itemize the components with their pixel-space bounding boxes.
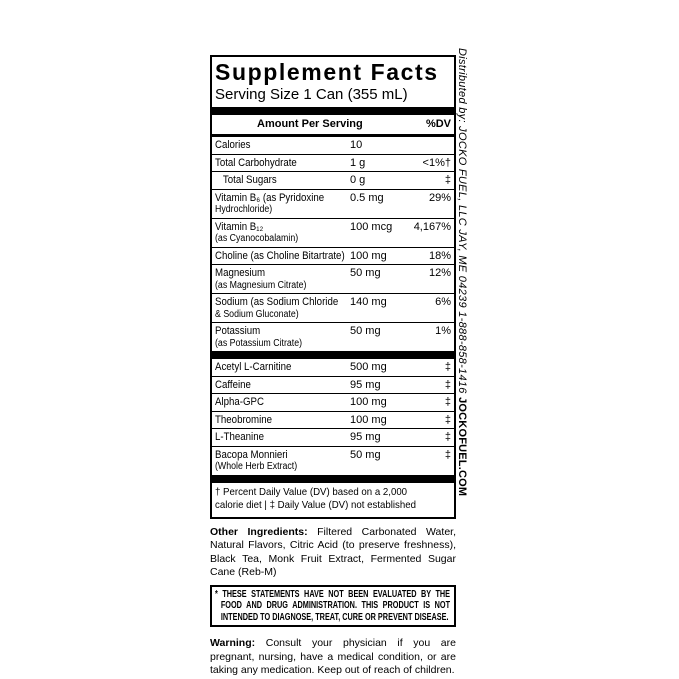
nutrient-amount: 500 mg: [350, 361, 387, 373]
table-row-sodium: [212, 293, 454, 322]
warning: [210, 637, 456, 678]
nutrient-amount: 0.5 mg: [350, 191, 384, 204]
nutrient-name-detail: (as Magnesium Citrate): [215, 279, 307, 291]
serving-size: Serving Size 1 Can (355 mL): [215, 86, 408, 103]
nutrient-dv: 6%: [435, 296, 451, 308]
dv-footnote-line1: † Percent Daily Value (DV) based on a 2,000: [215, 485, 408, 498]
nutrient-name-detail: (as Potassium Citrate): [215, 337, 303, 349]
other-ingredients-text: Filtered Carbonated Water, Natural Flavors, Citric Acid (to preserve freshness), Black Tea, Monk Fruit Extract, Fermented Sugar Cane (Reb-M): [210, 525, 456, 578]
table-row-l-theanine: [212, 428, 454, 446]
nutrient-amount: 100 mg: [350, 413, 387, 426]
nutrient-name: L-Theanine: [215, 431, 264, 443]
table-row-vitamin-b6: [212, 189, 454, 218]
table-row-choline: [212, 247, 454, 265]
dv-column-header: %DV: [425, 118, 451, 130]
table-row-bacopa-monnieri: [212, 446, 454, 475]
panel-title: Supplement Facts: [215, 59, 439, 85]
nutrient-name: Potassium: [215, 325, 261, 337]
table-row-acetyl-l-carnitine: [212, 359, 454, 376]
table-row-theobromine: [212, 411, 454, 429]
nutrient-name: Vitamin B₁₂: [215, 220, 264, 233]
table-row-caffeine: [212, 376, 454, 394]
table-row-total-sugars: [212, 171, 454, 189]
divider-bar: [212, 475, 454, 483]
distributed-by-text: Distributed by: JOCKO FUEL, LLC JAY, ME 04239 1-888-858-1416: [456, 48, 468, 398]
nutrient-amount: 95 mg: [350, 431, 381, 443]
table-row-calories: [212, 137, 454, 154]
nutrient-dv: ‡: [444, 378, 451, 391]
nutrient-amount: 50 mg: [350, 448, 381, 461]
website-text: JOCKOFUEL.COM: [456, 397, 468, 497]
nutrient-dv: ‡: [444, 431, 451, 443]
nutrient-name-detail: (Whole Herb Extract): [215, 461, 298, 472]
nutrient-name-detail: & Sodium Gluconate): [215, 308, 299, 320]
nutrient-name: Bacopa Monnieri: [215, 448, 288, 461]
nutrient-amount: 100 mg: [350, 396, 387, 408]
table-row-potassium: [212, 322, 454, 351]
nutrient-name: Alpha-GPC: [215, 396, 264, 408]
table-row-alpha-gpc: [212, 393, 454, 411]
nutrient-name: Caffeine: [215, 378, 251, 391]
nutrient-amount: 10: [350, 139, 363, 151]
nutrient-name: Theobromine: [215, 413, 273, 426]
nutrient-amount: 140 mg: [350, 296, 387, 308]
column-header-row: [212, 115, 454, 137]
nutrient-dv: 12%: [428, 267, 451, 279]
nutrient-dv: ‡: [444, 448, 451, 461]
nutrient-name-detail: Hydrochloride): [215, 204, 273, 215]
nutrient-amount: 0 g: [350, 174, 366, 186]
nutrient-amount: 100 mg: [350, 249, 387, 262]
nutrient-name: Vitamin B₆ (as Pyridoxine: [215, 191, 325, 204]
fda-disclaimer-text: * THESE STATEMENTS HAVE NOT BEEN EVALUATED BY THE FOOD AND DRUG ADMINISTRATION. THIS PRODUCT IS NOT INTENDED TO DIAGNOSE, TREAT, CURE OR PREVENT DISEASE.: [215, 588, 451, 623]
warning-label: Warning:: [210, 637, 256, 649]
nutrient-name-detail: (as Cyanocobalamin): [215, 233, 299, 244]
warning-text: Consult your physician if you are pregnant, nursing, have a medical condition, or are taking any medication. Keep out of reach of children.: [210, 637, 456, 676]
nutrient-dv: ‡: [444, 361, 451, 373]
nutrient-name: Calories: [215, 139, 251, 151]
divider-bar: [212, 107, 454, 115]
nutrient-name: Magnesium: [215, 267, 266, 279]
nutrient-dv: <1%†: [422, 156, 451, 169]
table-row-total-carbohydrate: [212, 154, 454, 172]
nutrient-dv: ‡: [444, 413, 451, 426]
distributor-vertical-text: [456, 48, 468, 496]
nutrient-name: Sodium (as Sodium Chloride: [215, 296, 339, 308]
fda-disclaimer-box: [210, 585, 456, 628]
dv-footnote-line2: calorie diet | ‡ Daily Value (DV) not established: [215, 498, 417, 511]
other-ingredients: [210, 526, 456, 580]
supplement-facts-panel: [210, 55, 456, 519]
nutrient-amount: 95 mg: [350, 378, 381, 391]
nutrient-dv: 1%: [435, 325, 451, 337]
table-row-vitamin-b12: [212, 218, 454, 247]
nutrient-dv: 18%: [428, 249, 451, 262]
nutrient-dv: ‡: [444, 396, 451, 408]
nutrient-name: Total Carbohydrate: [215, 156, 297, 169]
nutrient-name: Choline (as Choline Bitartrate): [215, 249, 345, 262]
nutrient-amount: 50 mg: [350, 267, 381, 279]
nutrient-dv: 29%: [428, 191, 451, 204]
nutrient-dv: ‡: [444, 174, 451, 186]
nutrient-amount: 50 mg: [350, 325, 381, 337]
nutrient-name: Acetyl L-Carnitine: [215, 361, 292, 373]
nutrient-amount: 100 mcg: [350, 220, 393, 233]
supplement-label-column: [210, 55, 456, 678]
dv-footnote: [212, 483, 454, 517]
amount-column-header: Amount Per Serving: [257, 118, 363, 130]
nutrient-name: Total Sugars: [222, 174, 277, 186]
table-row-magnesium: [212, 264, 454, 293]
other-ingredients-label: Other Ingredients:: [210, 525, 308, 538]
nutrient-amount: 1 g: [350, 156, 366, 169]
divider-bar: [212, 351, 454, 359]
nutrient-dv: 4,167%: [413, 220, 451, 233]
